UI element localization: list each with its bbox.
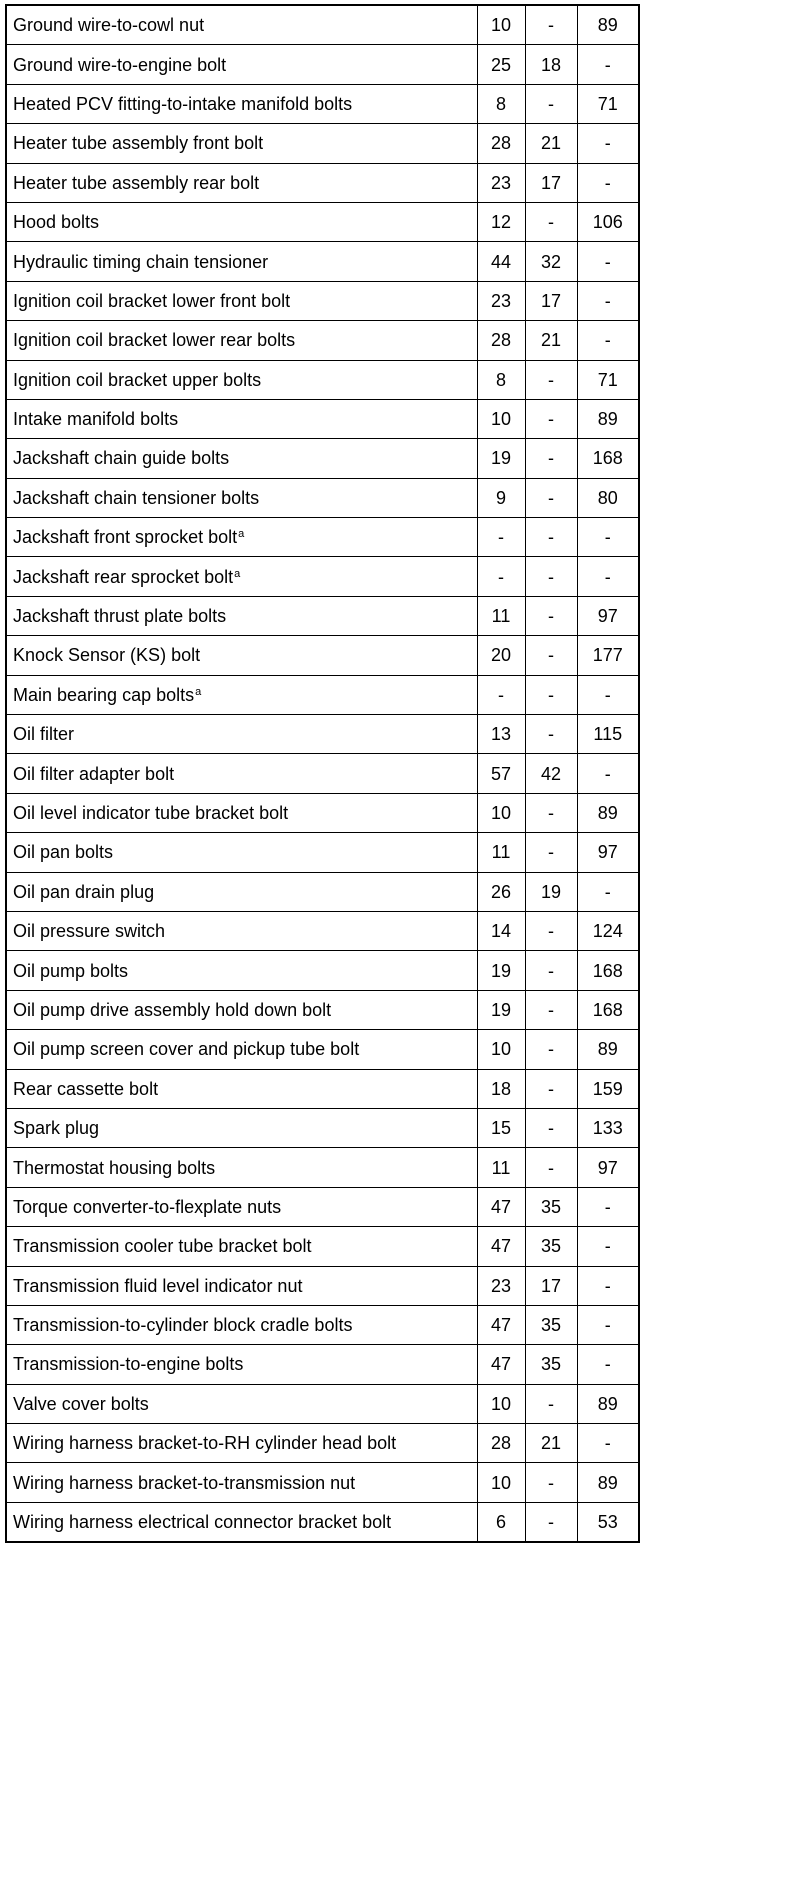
fastener-name: Main bearing cap bolts xyxy=(13,684,195,705)
torque-lbft-cell: 32 xyxy=(525,242,577,281)
torque-lbft-cell: - xyxy=(525,399,577,438)
fastener-name: Rear cassette bolt xyxy=(13,1078,159,1099)
torque-lbft-cell: - xyxy=(525,793,577,832)
torque-lbft-cell: - xyxy=(525,1384,577,1423)
fastener-name: Oil pan bolts xyxy=(13,842,114,863)
fastener-name-cell xyxy=(6,321,477,360)
torque-lbft-cell: 42 xyxy=(525,754,577,793)
torque-lbft-cell: - xyxy=(525,990,577,1029)
torque-lbin-cell: 115 xyxy=(577,715,639,754)
fastener-name-cell xyxy=(6,1424,477,1463)
table-row xyxy=(6,45,639,84)
fastener-name: Oil pressure switch xyxy=(13,921,166,942)
fastener-name-cell xyxy=(6,45,477,84)
torque-lbin-cell: 89 xyxy=(577,399,639,438)
fastener-name-cell xyxy=(6,872,477,911)
torque-nm-cell: 13 xyxy=(477,715,525,754)
torque-lbin-cell: 168 xyxy=(577,990,639,1029)
torque-nm-cell: 11 xyxy=(477,1148,525,1187)
footnote-marker: a xyxy=(195,685,202,698)
torque-nm-cell: 57 xyxy=(477,754,525,793)
torque-lbin-cell: 97 xyxy=(577,833,639,872)
torque-nm-cell: 10 xyxy=(477,1463,525,1502)
torque-lbin-cell: - xyxy=(577,242,639,281)
table-row xyxy=(6,360,639,399)
table-row xyxy=(6,951,639,990)
fastener-name: Wiring harness bracket-to-RH cylinder head bolt xyxy=(13,1433,397,1454)
table-row xyxy=(6,124,639,163)
fastener-name: Heated PCV fitting-to-intake manifold bolts xyxy=(13,93,353,114)
torque-nm-cell: 15 xyxy=(477,1108,525,1147)
fastener-name-cell xyxy=(6,1030,477,1069)
torque-lbft-cell: 21 xyxy=(525,124,577,163)
fastener-name-cell xyxy=(6,1069,477,1108)
table-row xyxy=(6,675,639,714)
fastener-name: Ignition coil bracket lower rear bolts xyxy=(13,330,296,351)
torque-lbft-cell: - xyxy=(525,1463,577,1502)
table-row xyxy=(6,793,639,832)
torque-lbin-cell: 71 xyxy=(577,84,639,123)
fastener-name-cell xyxy=(6,1187,477,1226)
fastener-name-cell xyxy=(6,163,477,202)
fastener-name-cell xyxy=(6,478,477,517)
table-row xyxy=(6,1266,639,1305)
table-row xyxy=(6,1148,639,1187)
table-row xyxy=(6,84,639,123)
torque-lbin-cell: - xyxy=(577,321,639,360)
fastener-name-cell xyxy=(6,596,477,635)
torque-lbin-cell: - xyxy=(577,1424,639,1463)
torque-lbft-cell: - xyxy=(525,715,577,754)
torque-nm-cell: - xyxy=(477,518,525,557)
torque-nm-cell: - xyxy=(477,675,525,714)
torque-lbft-cell: - xyxy=(525,1030,577,1069)
table-row xyxy=(6,518,639,557)
table-row xyxy=(6,399,639,438)
table-row xyxy=(6,202,639,241)
fastener-name-cell xyxy=(6,1463,477,1502)
fastener-name-cell xyxy=(6,202,477,241)
fastener-name: Torque converter-to-flexplate nuts xyxy=(13,1196,282,1217)
fastener-name: Oil pump bolts xyxy=(13,960,129,981)
footnote-marker: a xyxy=(238,528,245,541)
fastener-name: Jackshaft chain tensioner bolts xyxy=(13,487,260,508)
fastener-name: Oil filter adapter bolt xyxy=(13,763,175,784)
fastener-name-cell xyxy=(6,793,477,832)
torque-lbin-cell: 97 xyxy=(577,1148,639,1187)
table-row xyxy=(6,1345,639,1384)
torque-lbin-cell: - xyxy=(577,872,639,911)
torque-nm-cell: 28 xyxy=(477,321,525,360)
fastener-name: Wiring harness bracket-to-transmission nut xyxy=(13,1472,356,1493)
torque-nm-cell: 28 xyxy=(477,1424,525,1463)
fastener-name: Ignition coil bracket upper bolts xyxy=(13,369,262,390)
fastener-name: Jackshaft chain guide bolts xyxy=(13,448,230,469)
torque-lbin-cell: - xyxy=(577,754,639,793)
torque-nm-cell: 25 xyxy=(477,45,525,84)
torque-lbin-cell: 124 xyxy=(577,911,639,950)
torque-nm-cell: 28 xyxy=(477,124,525,163)
torque-lbin-cell: 53 xyxy=(577,1502,639,1542)
torque-lbft-cell: - xyxy=(525,636,577,675)
footnote-marker: a xyxy=(234,567,241,580)
torque-lbft-cell: - xyxy=(525,360,577,399)
torque-lbft-cell: - xyxy=(525,675,577,714)
torque-lbft-cell: - xyxy=(525,596,577,635)
fastener-name: Heater tube assembly front bolt xyxy=(13,133,264,154)
torque-lbin-cell: - xyxy=(577,281,639,320)
torque-lbft-cell: 35 xyxy=(525,1345,577,1384)
table-row xyxy=(6,478,639,517)
fastener-name-cell xyxy=(6,124,477,163)
torque-lbft-cell: - xyxy=(525,1108,577,1147)
torque-lbin-cell: 89 xyxy=(577,793,639,832)
fastener-name: Transmission-to-cylinder block cradle bolts xyxy=(13,1315,353,1336)
table-row xyxy=(6,281,639,320)
torque-nm-cell: 47 xyxy=(477,1345,525,1384)
fastener-name: Jackshaft rear sprocket bolt xyxy=(13,566,234,587)
torque-lbft-cell: 35 xyxy=(525,1305,577,1344)
torque-lbin-cell: - xyxy=(577,518,639,557)
torque-lbft-cell: - xyxy=(525,1502,577,1542)
fastener-name-cell xyxy=(6,833,477,872)
fastener-name-cell xyxy=(6,1384,477,1423)
table-row xyxy=(6,1108,639,1147)
table-row xyxy=(6,1305,639,1344)
torque-lbin-cell: - xyxy=(577,45,639,84)
torque-nm-cell: 14 xyxy=(477,911,525,950)
torque-nm-cell: 12 xyxy=(477,202,525,241)
fastener-name: Wiring harness electrical connector bracket bolt xyxy=(13,1512,392,1533)
torque-nm-cell: 8 xyxy=(477,360,525,399)
torque-lbin-cell: 133 xyxy=(577,1108,639,1147)
table-row xyxy=(6,557,639,596)
torque-lbft-cell: - xyxy=(525,833,577,872)
torque-lbft-cell: - xyxy=(525,1069,577,1108)
torque-lbin-cell: 80 xyxy=(577,478,639,517)
torque-lbin-cell: - xyxy=(577,1345,639,1384)
torque-lbft-cell: - xyxy=(525,911,577,950)
torque-nm-cell: 18 xyxy=(477,1069,525,1108)
torque-lbin-cell: 89 xyxy=(577,5,639,45)
torque-nm-cell: - xyxy=(477,557,525,596)
fastener-name: Transmission fluid level indicator nut xyxy=(13,1275,303,1296)
torque-lbft-cell: 21 xyxy=(525,321,577,360)
torque-lbft-cell: 17 xyxy=(525,281,577,320)
fastener-name-cell xyxy=(6,1266,477,1305)
fastener-name: Transmission cooler tube bracket bolt xyxy=(13,1236,312,1257)
fastener-name-cell xyxy=(6,911,477,950)
torque-nm-cell: 11 xyxy=(477,596,525,635)
fastener-name: Ground wire-to-cowl nut xyxy=(13,15,205,36)
torque-lbin-cell: 97 xyxy=(577,596,639,635)
torque-lbft-cell: - xyxy=(525,951,577,990)
fastener-name-cell xyxy=(6,636,477,675)
torque-lbft-cell: - xyxy=(525,1148,577,1187)
torque-lbin-cell: 159 xyxy=(577,1069,639,1108)
fastener-name-cell xyxy=(6,1502,477,1542)
fastener-name: Heater tube assembly rear bolt xyxy=(13,172,260,193)
fastener-name-cell xyxy=(6,1227,477,1266)
fastener-name: Valve cover bolts xyxy=(13,1393,149,1414)
table-row xyxy=(6,833,639,872)
table-row xyxy=(6,439,639,478)
fastener-name: Spark plug xyxy=(13,1118,100,1139)
torque-lbin-cell: - xyxy=(577,557,639,596)
torque-spec-table-body xyxy=(6,5,639,1542)
torque-lbft-cell: 17 xyxy=(525,1266,577,1305)
torque-lbin-cell: 89 xyxy=(577,1030,639,1069)
fastener-name: Oil pump drive assembly hold down bolt xyxy=(13,999,332,1020)
torque-lbft-cell: 19 xyxy=(525,872,577,911)
table-row xyxy=(6,911,639,950)
fastener-name: Jackshaft front sprocket bolt xyxy=(13,527,238,548)
fastener-name-cell xyxy=(6,281,477,320)
table-row xyxy=(6,1424,639,1463)
table-row xyxy=(6,321,639,360)
torque-lbin-cell: 89 xyxy=(577,1384,639,1423)
fastener-name-cell xyxy=(6,557,477,596)
torque-spec-table xyxy=(5,4,640,1543)
table-row xyxy=(6,596,639,635)
fastener-name: Transmission-to-engine bolts xyxy=(13,1354,244,1375)
fastener-name: Jackshaft thrust plate bolts xyxy=(13,606,227,627)
torque-lbin-cell: 168 xyxy=(577,439,639,478)
torque-nm-cell: 23 xyxy=(477,163,525,202)
table-row xyxy=(6,5,639,45)
fastener-name: Thermostat housing bolts xyxy=(13,1157,216,1178)
torque-lbft-cell: - xyxy=(525,557,577,596)
torque-lbin-cell: - xyxy=(577,1227,639,1266)
table-row xyxy=(6,990,639,1029)
table-row xyxy=(6,636,639,675)
torque-nm-cell: 23 xyxy=(477,1266,525,1305)
torque-nm-cell: 44 xyxy=(477,242,525,281)
torque-lbft-cell: 18 xyxy=(525,45,577,84)
fastener-name-cell xyxy=(6,399,477,438)
torque-lbin-cell: - xyxy=(577,1187,639,1226)
torque-nm-cell: 19 xyxy=(477,990,525,1029)
table-row xyxy=(6,1463,639,1502)
table-row xyxy=(6,872,639,911)
torque-nm-cell: 10 xyxy=(477,1384,525,1423)
fastener-name-cell xyxy=(6,518,477,557)
torque-nm-cell: 47 xyxy=(477,1187,525,1226)
fastener-name-cell xyxy=(6,1108,477,1147)
torque-nm-cell: 47 xyxy=(477,1227,525,1266)
torque-lbft-cell: 35 xyxy=(525,1227,577,1266)
torque-nm-cell: 10 xyxy=(477,399,525,438)
table-row xyxy=(6,1227,639,1266)
torque-lbin-cell: - xyxy=(577,1266,639,1305)
torque-nm-cell: 10 xyxy=(477,793,525,832)
table-row xyxy=(6,715,639,754)
torque-nm-cell: 11 xyxy=(477,833,525,872)
torque-lbft-cell: - xyxy=(525,518,577,557)
fastener-name-cell xyxy=(6,439,477,478)
torque-nm-cell: 9 xyxy=(477,478,525,517)
torque-lbft-cell: 35 xyxy=(525,1187,577,1226)
torque-lbin-cell: 177 xyxy=(577,636,639,675)
fastener-name-cell xyxy=(6,5,477,45)
torque-lbin-cell: - xyxy=(577,675,639,714)
table-row xyxy=(6,1384,639,1423)
fastener-name: Knock Sensor (KS) bolt xyxy=(13,645,201,666)
torque-lbin-cell: - xyxy=(577,124,639,163)
table-row xyxy=(6,1069,639,1108)
fastener-name: Oil filter xyxy=(13,724,75,745)
torque-nm-cell: 19 xyxy=(477,951,525,990)
fastener-name-cell xyxy=(6,242,477,281)
torque-lbft-cell: - xyxy=(525,5,577,45)
torque-nm-cell: 26 xyxy=(477,872,525,911)
torque-lbin-cell: 106 xyxy=(577,202,639,241)
table-row xyxy=(6,163,639,202)
fastener-name: Hydraulic timing chain tensioner xyxy=(13,251,269,272)
torque-nm-cell: 8 xyxy=(477,84,525,123)
torque-lbft-cell: - xyxy=(525,202,577,241)
table-row xyxy=(6,1030,639,1069)
fastener-name: Oil level indicator tube bracket bolt xyxy=(13,803,289,823)
fastener-name: Oil pump screen cover and pickup tube bolt xyxy=(13,1039,360,1060)
table-row xyxy=(6,1502,639,1542)
fastener-name-cell xyxy=(6,754,477,793)
torque-lbin-cell: 71 xyxy=(577,360,639,399)
torque-nm-cell: 10 xyxy=(477,5,525,45)
torque-lbft-cell: 17 xyxy=(525,163,577,202)
fastener-name-cell xyxy=(6,990,477,1029)
torque-lbin-cell: 89 xyxy=(577,1463,639,1502)
torque-lbft-cell: - xyxy=(525,439,577,478)
fastener-name-cell xyxy=(6,675,477,714)
fastener-name-cell xyxy=(6,360,477,399)
torque-nm-cell: 6 xyxy=(477,1502,525,1542)
torque-nm-cell: 20 xyxy=(477,636,525,675)
torque-lbin-cell: - xyxy=(577,1305,639,1344)
table-row xyxy=(6,754,639,793)
table-row xyxy=(6,242,639,281)
torque-nm-cell: 47 xyxy=(477,1305,525,1344)
torque-lbin-cell: 168 xyxy=(577,951,639,990)
fastener-name-cell xyxy=(6,1305,477,1344)
torque-lbft-cell: - xyxy=(525,478,577,517)
fastener-name-cell xyxy=(6,951,477,990)
torque-lbft-cell: 21 xyxy=(525,1424,577,1463)
fastener-name: Intake manifold bolts xyxy=(13,409,179,430)
fastener-name-cell xyxy=(6,1345,477,1384)
torque-lbft-cell: - xyxy=(525,84,577,123)
fastener-name: Ground wire-to-engine bolt xyxy=(13,54,227,75)
fastener-name: Hood bolts xyxy=(13,212,100,233)
torque-nm-cell: 10 xyxy=(477,1030,525,1069)
torque-nm-cell: 19 xyxy=(477,439,525,478)
fastener-name-cell xyxy=(6,715,477,754)
fastener-name: Oil pan drain plug xyxy=(13,881,155,902)
table-row xyxy=(6,1187,639,1226)
fastener-name-cell xyxy=(6,84,477,123)
fastener-name: Ignition coil bracket lower front bolt xyxy=(13,290,291,311)
torque-nm-cell: 23 xyxy=(477,281,525,320)
fastener-name-cell xyxy=(6,1148,477,1187)
torque-lbin-cell: - xyxy=(577,163,639,202)
